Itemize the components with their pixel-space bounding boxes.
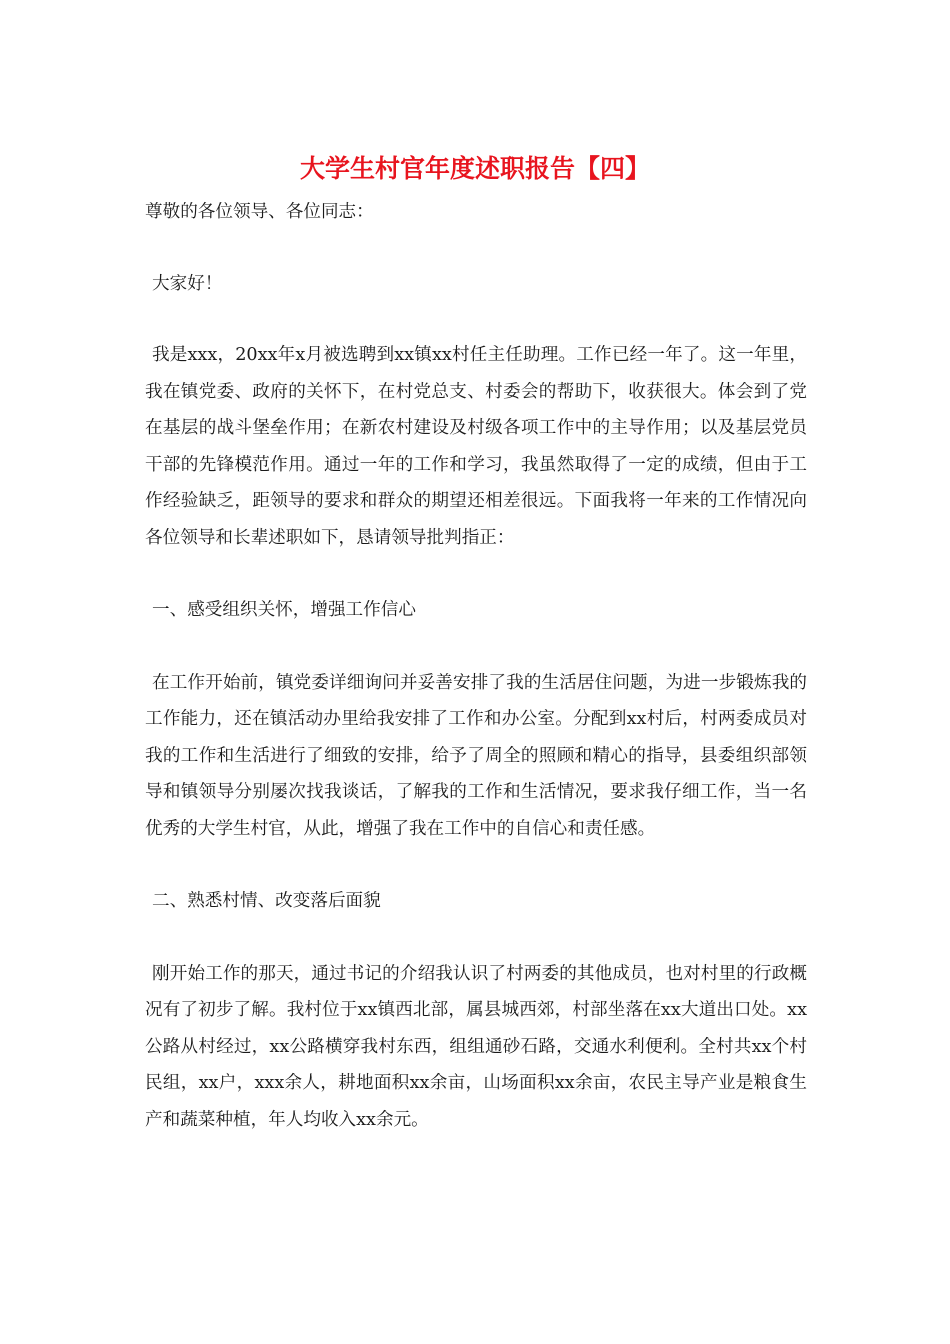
greeting: 大家好！ [152,273,223,294]
intro-paragraph: 我是xxx，20xx年x月被选聘到xx镇xx村任主任助理。工作已经一年了。这一年里，我在镇党委、政府的关怀下，在村党总支、村委会的帮助下，收获很大。体会到了党在基层的战斗堡垒作用；在新农村建设及村级各项工作中的主导作用；以及基层党员干部的先锋模范作用。通过一年的工作和学习，我虽然取得了一定的成绩，但由于工作经验缺乏，距领导的要求和群众的期望还相差很远。下面我将一年来的工作情况向各位领导和长辈述职如下，恳请领导批判指正： [145,345,807,548]
section-2-paragraph: 刚开始工作的那天，通过书记的介绍我认识了村两委的其他成员，也对村里的行政概况有了初步了解。我村位于xx镇西北部，属县城西郊，村部坐落在xx大道出口处。xx公路从村经过，xx公路横穿我村东西，组组通砂石路，交通水利便利。全村共xx个村民组，xx户，xxx余人，耕地面积xx余亩，山场面积xx余亩，农民主导产业是粮食生产和蔬菜种植，年人均收入xx余元。 [145,963,807,1130]
section-2-heading: 二、熟悉村情、改变落后面貌 [152,891,381,911]
section-1-heading: 一、感受组织关怀，增强工作信心 [152,600,416,620]
document-title: 大学生村官年度述职报告【四】 [299,154,650,183]
section-1-paragraph: 在工作开始前，镇党委详细询问并妥善安排了我的生活居住问题，为进一步锻炼我的工作能力，还在镇活动办里给我安排了工作和办公室。分配到xx村后，村两委成员对我的工作和生活进行了细致的安排，给予了周全的照顾和精心的指导，县委组织部领导和镇领导分别屡次找我谈话，了解我的工作和生活情况，要求我仔细工作，当一名优秀的大学生村官，从此，增强了我在工作中的自信心和责任感。 [145,672,807,839]
document-body [145,194,807,1174]
salutation: 尊敬的各位领导、各位同志： [145,202,374,222]
